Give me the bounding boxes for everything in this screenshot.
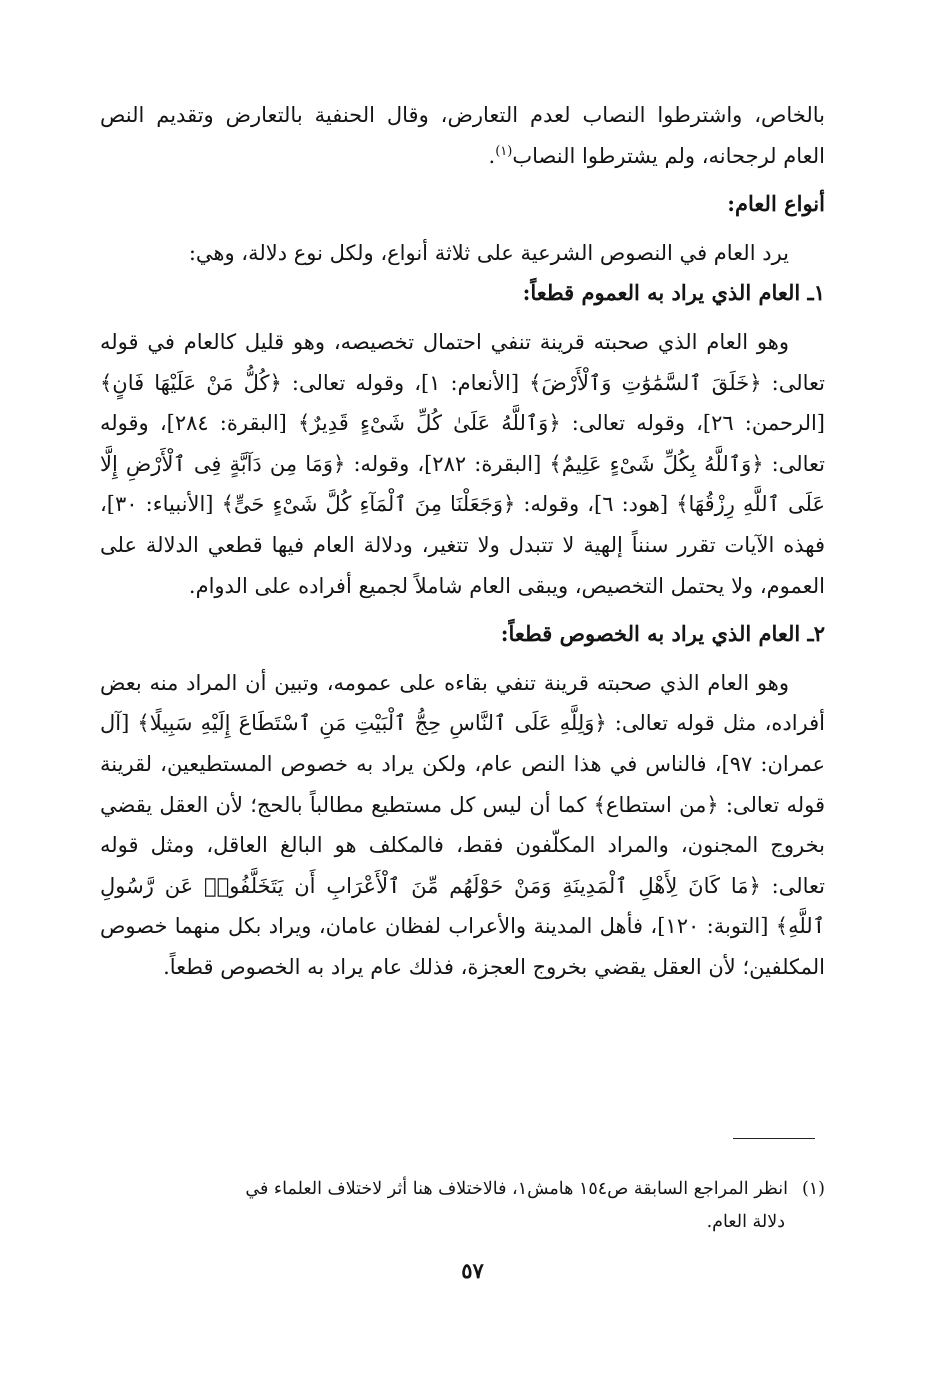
type1-heading: ١ـ العام الذي يراد به العموم قطعاً: <box>522 280 825 306</box>
intro-text: بالخاص، واشترطوا النصاب لعدم التعارض، وقال الحنفية بالتعارض وتقديم النص العام لرجحانه، ولم يشترطوا النصاب <box>100 103 825 168</box>
page-number: ٥٧ <box>461 1258 484 1283</box>
footnote-separator <box>733 1138 815 1139</box>
footnote-reference: (١) <box>495 143 513 159</box>
footnote-text: انظر المراجع السابقة ص١٥٤ هامش١، فالاختلاف هنا أثر لاختلاف العلماء في <box>245 1179 788 1199</box>
intro-paragraph <box>100 95 825 176</box>
footnote-line-1 <box>100 1173 825 1206</box>
intro-end: . <box>488 143 496 168</box>
type2-paragraph: وهو العام الذي صحبته قرينة تنفي بقاءه على عمومه، وتبين أن المراد منه بعض أفراده، مثل قوله تعالى: ﴿وَلِلَّهِ عَلَى ٱلنَّاسِ حِجُّ ٱلْبَيْتِ مَنِ ٱسْتَطَاعَ إِلَيْهِ سَبِيلًا﴾ [آل عمران: ٩٧]، فالناس في هذا النص عام، ولكن يراد به خصوص المستطيعين، لقرينة قوله تعالى: ﴿من استطاع﴾ كما أن ليس كل مستطيع مطالباً بالحج؛ لأن العقل يقضي بخروج المجنون، والمراد المكلّفون فقط، فالمكلف هو البالغ العاقل، ومثل قوله تعالى: ﴿مَا كَانَ لِأَهْلِ ٱلْمَدِينَةِ وَمَنْ حَوْلَهُم مِّنَ ٱلْأَعْرَابِ أَن يَتَخَلَّفُوا۟ عَن رَّسُولِ ٱللَّهِ﴾ [التوبة: ١٢٠]، فأهل المدينة والأعراب لفظان عامان، ويراد بكل منهما خصوص المكلفين؛ لأن العقل يقضي بخروج العجزة، فذلك عام يراد به الخصوص قطعاً. <box>100 670 826 979</box>
type2-heading: ٢ـ العام الذي يراد به الخصوص قطعاً: <box>500 621 825 647</box>
section-heading: أنواع العام: <box>727 191 825 217</box>
page-body <box>100 95 825 987</box>
footnote <box>100 1173 825 1239</box>
footnote-line-2: دلالة العام. <box>706 1212 785 1232</box>
type1-paragraph: وهو العام الذي صحبته قرينة تنفي احتمال تخصيصه، وهو قليل كالعام في قوله تعالى: ﴿خَلَقَ ٱلسَّمَٰوَٰتِ وَٱلْأَرْضَ﴾ [الأنعام: ١]، وقوله تعالى: ﴿كُلُّ مَنْ عَلَيْهَا فَانٍ﴾ [الرحمن: ٢٦]، وقوله تعالى: ﴿وَٱللَّهُ عَلَىٰ كُلِّ شَىْءٍ قَدِيرٌ﴾ [البقرة: ٢٨٤]، وقوله تعالى: ﴿وَٱللَّهُ بِكُلِّ شَىْءٍ عَلِيمٌ﴾ [البقرة: ٢٨٢]، وقوله: ﴿وَمَا مِن دَآبَّةٍ فِى ٱلْأَرْضِ إِلَّا عَلَى ٱللَّهِ رِزْقُهَا﴾ [هود: ٦]، وقوله: ﴿وَجَعَلْنَا مِنَ ٱلْمَآءِ كُلَّ شَىْءٍ حَىٍّ﴾ [الأنبياء: ٣٠]، فهذه الآيات تقرر سنناً إلهية لا تتبدل ولا تتغير، ودلالة العام فيها قطعي الدلالة على العموم، ولا يحتمل التخصيص، ويبقى العام شاملاً لجميع أفراده على الدوام. <box>100 329 826 598</box>
section-intro: يرد العام في النصوص الشرعية على ثلاثة أنواع، ولكل نوع دلالة، وهي: <box>188 240 789 265</box>
footnote-number: (١) <box>801 1179 825 1199</box>
